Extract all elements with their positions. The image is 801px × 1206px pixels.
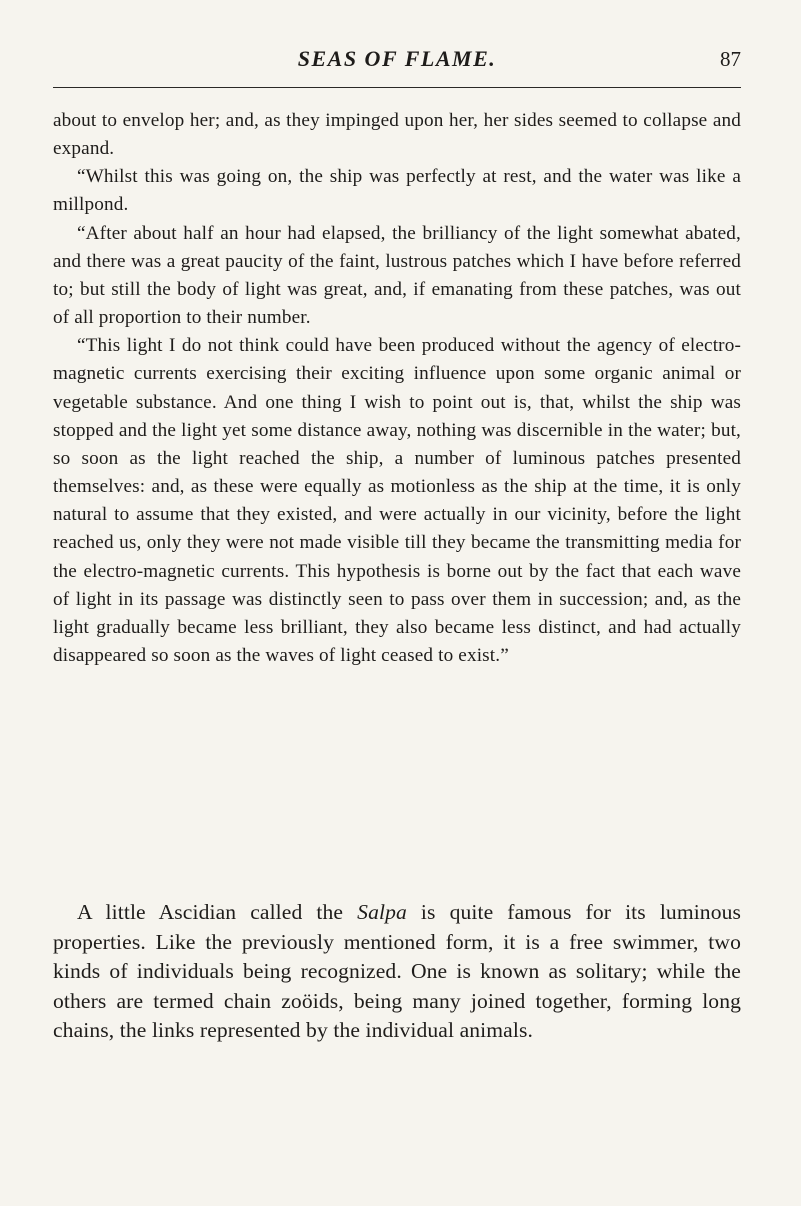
quoted-account <box>53 107 741 670</box>
quote-paragraph: “After about half an hour had elapsed, the brilliancy of the light somewhat abated, and there was a great paucity of the faint, lustrous patches which I have before referred to; but still the body of light was great, and, if emanating from these patches, was out of all proportion to their number. <box>53 222 741 329</box>
page-number: 87 <box>720 47 741 71</box>
header-rule <box>53 87 741 88</box>
body-text <box>53 898 741 1046</box>
salpa-paragraph-rest: is quite famous for its luminous properties. Like the previously mentioned form, it is a free swimmer, two kinds of individuals being recognized. One is known as solitary; while the others are termed chain zoöids, being many joined together, forming long chains, the links represented by the individual animals. <box>53 900 742 1042</box>
salpa-paragraph-lead: A little Ascidian called the <box>77 900 358 924</box>
quote-paragraph: “This light I do not think could have been produced without the agency of electro-magnetic currents exercising their exciting influence upon some organic animal or vegetable substance. And one thing I wish to point out is, that, whilst the ship was stopped and the light yet some distance away, nothing was discernible in the water; but, so soon as the light reached the ship, a number of luminous patches presented themselves: and, as these were equally as motionless as the ship at the time, it is only natural to assume that they existed, and were actually in our vicinity, before the light reached us, only they were not made visible till they became the transmitting media for the electro-magnetic currents. This hypothesis is borne out by the fact that each wave of light in its passage was distinctly seen to pass over them in succession; and, as the light gradually became less brilliant, they also became less distinct, and had actually disappeared so soon as the waves of light ceased to exist.” <box>53 335 741 666</box>
salpa-paragraph <box>53 898 741 1046</box>
running-title: SEAS OF FLAME. <box>297 46 497 71</box>
running-head <box>53 46 741 76</box>
taxon-name: Salpa <box>357 900 407 924</box>
quote-paragraph-continuation: about to envelop her; and, as they impinged upon her, her sides seemed to collapse and expand. <box>53 110 741 160</box>
quote-paragraph: “Whilst this was going on, the ship was perfectly at rest, and the water was like a millpond. <box>53 166 741 216</box>
